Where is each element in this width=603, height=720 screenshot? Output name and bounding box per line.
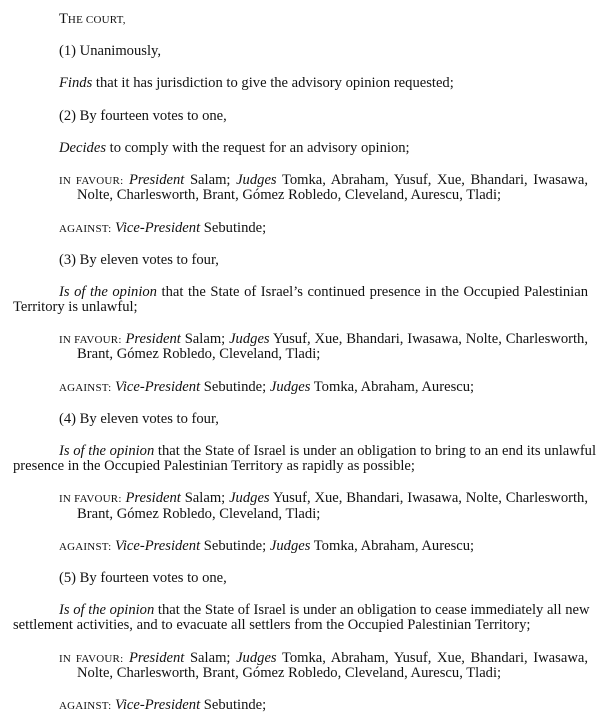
item-3-favour-line2: Brant, Gómez Robledo, Cleveland, Tladi; bbox=[77, 346, 321, 363]
item-3-finding-line2: Territory is unlawful; bbox=[13, 299, 138, 315]
item-4-number: (4) By eleven votes to four, bbox=[59, 410, 219, 427]
item-2-favour-line1: IN FAVOUR: President Salam; Judges Tomka, Abraham, Yusuf, Xue, Bhandari, Iwasawa, bbox=[59, 172, 588, 189]
item-4-finding-line1: Is of the opinion that the State of Israel is under an obligation to bring to an end its unlawful bbox=[59, 443, 597, 460]
item-1-finding: Finds that it has jurisdiction to give the advisory opinion requested; bbox=[59, 75, 454, 92]
item-5-against: AGAINST: Vice-President Sebutinde; bbox=[59, 697, 267, 713]
item-1-number: (1) Unanimously, bbox=[59, 43, 162, 60]
item-4-against: AGAINST: Vice-President Sebutinde; Judges Tomka, Abraham, Aurescu; bbox=[59, 537, 475, 554]
item-3-number: (3) By eleven votes to four, bbox=[59, 251, 219, 268]
item-5-favour-line2: Nolte, Charlesworth, Brant, Gómez Robledo, Cleveland, Aurescu, Tladi; bbox=[77, 664, 502, 681]
item-5-number: (5) By fourteen votes to one, bbox=[59, 570, 227, 586]
item-2-favour-line2: Nolte, Charlesworth, Brant, Gómez Robledo, Cleveland, Aurescu, Tladi; bbox=[77, 187, 502, 204]
item-4-finding-line2: presence in the Occupied Palestinian Territory as rapidly as possible; bbox=[13, 458, 415, 475]
item-4-favour-line2: Brant, Gómez Robledo, Cleveland, Tladi; bbox=[77, 505, 321, 522]
item-2-against: AGAINST: Vice-President Sebutinde; bbox=[59, 219, 267, 236]
item-5-finding-line1: Is of the opinion that the State of Israel is under an obligation to cease immediately all new bbox=[59, 602, 590, 619]
item-3-finding-line1: Is of the opinion that the State of Israel’s continued presence in the Occupied Palestinian bbox=[59, 283, 588, 300]
item-5-favour-line1: IN FAVOUR: President Salam; Judges Tomka, Abraham, Yusuf, Xue, Bhandari, Iwasawa, bbox=[59, 649, 588, 666]
item-3-favour-line1: IN FAVOUR: President Salam; Judges Yusuf, Xue, Bhandari, Iwasawa, Nolte, Charlesworth, bbox=[59, 331, 588, 348]
court-heading: THE COURT, bbox=[59, 11, 126, 27]
item-2-number: (2) By fourteen votes to one, bbox=[59, 107, 227, 124]
item-5-finding-line2: settlement activities, and to evacuate all settlers from the Occupied Palestinian Territory; bbox=[13, 617, 531, 634]
item-3-against: AGAINST: Vice-President Sebutinde; Judges Tomka, Abraham, Aurescu; bbox=[59, 378, 475, 395]
item-2-finding: Decides to comply with the request for an advisory opinion; bbox=[59, 139, 410, 156]
item-4-favour-line1: IN FAVOUR: President Salam; Judges Yusuf, Xue, Bhandari, Iwasawa, Nolte, Charlesworth, bbox=[59, 490, 588, 507]
